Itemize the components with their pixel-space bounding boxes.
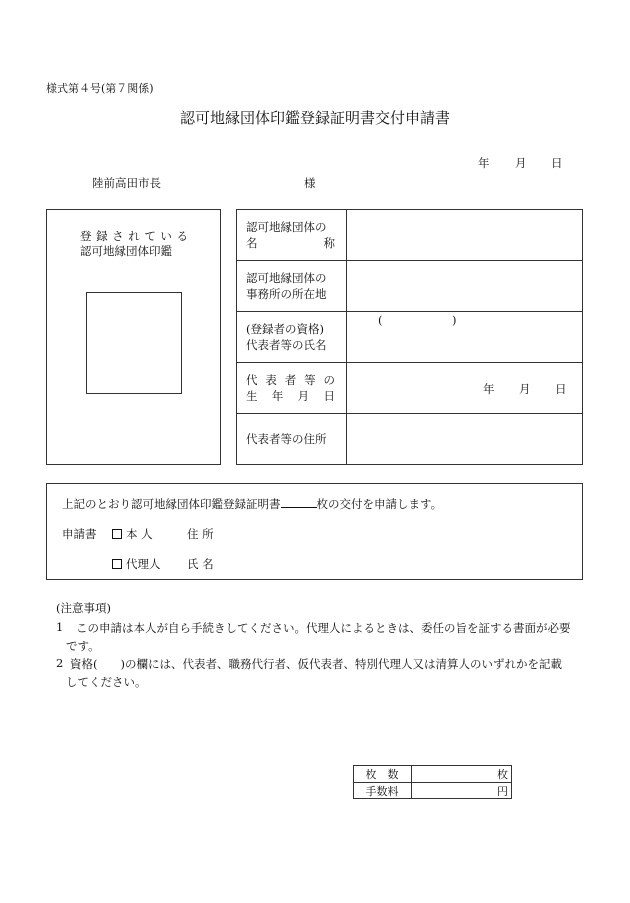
row-rep-name-label-line1: (登録者の資格) (246, 322, 324, 336)
birth-day-unit: 日 (555, 382, 567, 396)
info-row-separator (236, 260, 583, 261)
row-office-label-line2: 事務所の所在地 (246, 287, 327, 301)
fee-amount-unit: 円 (497, 785, 508, 798)
applicant-label: 申請書 (62, 527, 97, 541)
info-row-separator (236, 362, 583, 363)
note-2-line2: してください。 (66, 675, 147, 689)
self-option[interactable]: 本 人 (112, 526, 153, 542)
row-birthdate-label-line1: 代 表 者 等 の (246, 373, 335, 387)
applicant-address-field[interactable] (240, 522, 570, 540)
date-month: 月 (515, 156, 527, 170)
copies-count-field[interactable] (281, 495, 317, 508)
office-address-field[interactable] (348, 263, 581, 309)
seal-box-label-line2: 認可地縁団体印鑑 (80, 244, 172, 258)
addressee-sama: 様 (304, 176, 316, 190)
qualification-field[interactable] (384, 313, 450, 327)
rep-name-field[interactable] (348, 330, 581, 360)
applicant-name-field[interactable] (240, 552, 570, 570)
fee-amount-label: 手数料 (365, 785, 399, 798)
info-row-separator (236, 413, 583, 414)
date-day: 日 (551, 156, 563, 170)
address-label: 住 所 (187, 527, 214, 541)
addressee-mayor: 陸前高田市長 (92, 176, 161, 190)
fee-count-unit: 枚 (497, 768, 508, 781)
agent-checkbox[interactable] (112, 559, 122, 569)
request-sentence: 上記のとおり認可地縁団体印鑑登録証明書 枚の交付を申請します。 (62, 497, 443, 511)
info-row-separator (236, 311, 583, 312)
rep-address-field[interactable] (348, 416, 581, 462)
seal-stamp-area[interactable] (86, 292, 182, 394)
fee-count-label: 枚 数 (365, 768, 399, 781)
note-2-number: 2 (56, 656, 64, 670)
date-year: 年 (478, 156, 490, 170)
row-rep-name-label-line2: 代表者等の氏名 (246, 338, 327, 352)
seal-box-label-line1: 登 録 さ れ て い る (80, 229, 188, 243)
birthdate-field[interactable] (348, 365, 478, 411)
note-1-line1: この申請は本人が自ら手続きしてください。代理人によるときは、委任の旨を証する書面が必要 (76, 621, 571, 635)
notes-heading: (注意事項) (56, 601, 111, 615)
self-checkbox[interactable] (112, 529, 122, 539)
name-label: 氏 名 (187, 557, 214, 571)
qualification-paren-open: ( (378, 313, 383, 327)
row-name-label-line2: 名 称 (246, 236, 335, 250)
agent-option[interactable]: 代理人 (112, 556, 161, 572)
note-1-line2: です。 (66, 639, 100, 653)
form-number: 様式第４号(第７関係) (46, 82, 154, 95)
row-office-label-line1: 認可地縁団体の (246, 271, 327, 285)
page-title: 認可地縁団体印鑑登録証明書交付申請書 (179, 109, 450, 127)
note-1-number: 1 (56, 620, 64, 634)
row-birthdate-label-line2: 生 年 月 日 (246, 389, 335, 403)
group-name-field[interactable] (348, 212, 581, 258)
info-table-divider (346, 209, 347, 465)
qualification-paren-close: ) (452, 313, 457, 327)
birth-year-unit: 年 (483, 382, 495, 396)
birth-month-unit: 月 (519, 382, 531, 396)
note-2-line1: 資格( )の欄には、代表者、職務代行者、仮代表者、特別代理人又は清算人のいずれかを記載 (70, 657, 562, 671)
row-name-label-line1: 認可地縁団体の (246, 220, 327, 234)
row-rep-address-label: 代表者等の住所 (246, 432, 327, 446)
